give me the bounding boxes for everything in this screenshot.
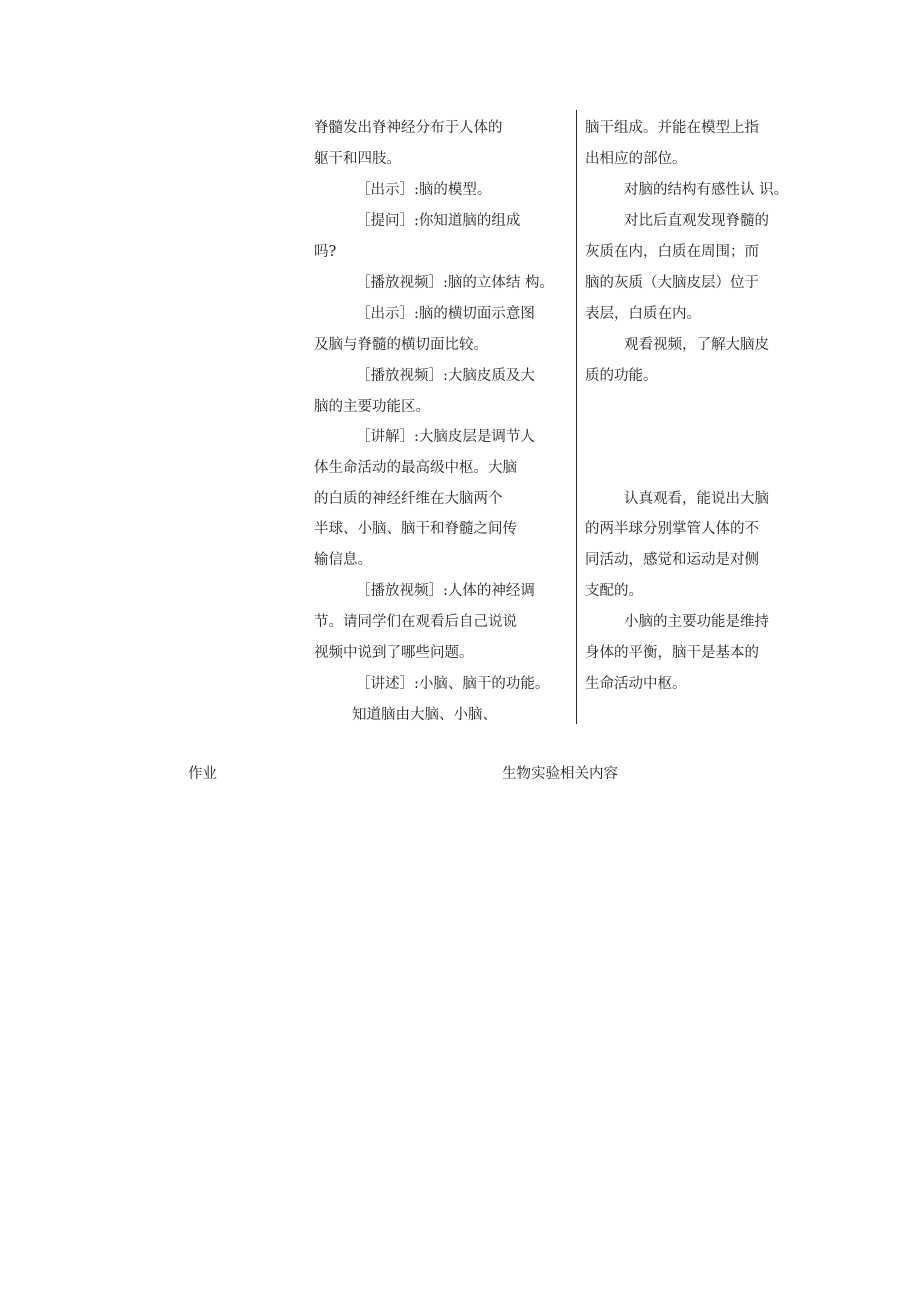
- left-line: 知道脑由大脑、小脑、: [352, 707, 497, 723]
- right-line: 质的功能。: [585, 368, 658, 384]
- right-line: 对脑的结构有感性认 识。: [624, 182, 789, 198]
- left-line: 及脑与脊髓的横切面比较。: [314, 337, 488, 353]
- right-line: 脑干组成。并能在模型上指: [585, 120, 759, 136]
- left-line: 脑的主要功能区。: [314, 399, 430, 415]
- right-line: 灰质在内，白质在周围；而: [585, 244, 759, 260]
- homework-content: 生物实验相关内容: [502, 766, 618, 782]
- homework-label: 作业: [188, 766, 217, 782]
- right-line: 支配的。: [585, 583, 643, 599]
- right-line: 对比后直观发现脊髓的: [624, 213, 769, 229]
- left-line: 体生命活动的最高级中枢。大脑: [314, 460, 517, 476]
- left-line: 吗?: [314, 244, 337, 260]
- right-line: 生命活动中枢。: [585, 676, 687, 692]
- right-line: 的两半球分别掌管人体的不: [585, 521, 759, 537]
- left-line: 节。请同学们在观看后自己说说: [314, 614, 517, 630]
- right-line: 表层，白质在内。: [585, 306, 701, 322]
- left-line: ［出示］:脑的横切面示意图: [356, 306, 535, 322]
- left-line: 脊髓发出脊神经分布于人体的: [314, 120, 503, 136]
- right-line: 小脑的主要功能是维持: [624, 614, 769, 630]
- left-line: ［出示］:脑的模型。: [356, 182, 492, 198]
- left-line: 的白质的神经纤维在大脑两个: [314, 491, 503, 507]
- right-line: 身体的平衡，脑干是基本的: [585, 645, 759, 661]
- right-line: 认真观看，能说出大脑: [624, 491, 769, 507]
- right-line: 脑的灰质（大脑皮层）位于: [585, 275, 759, 291]
- left-line: ［播放视频］:人体的神经调: [356, 583, 535, 599]
- left-line: 半球、小脑、脑干和脊髓之间传: [314, 521, 517, 537]
- left-line: 视频中说到了哪些问题。: [314, 645, 474, 661]
- left-line: ［播放视频］:脑的立体结 构。: [356, 275, 554, 291]
- left-line: 输信息。: [314, 552, 372, 568]
- right-line: 出相应的部位。: [585, 151, 687, 167]
- left-line: 躯干和四肢。: [314, 151, 401, 167]
- column-divider: [576, 110, 577, 724]
- left-line: ［提问］:你知道脑的组成: [356, 213, 521, 229]
- left-line: ［讲述］:小脑、脑干的功能。: [356, 676, 550, 692]
- left-line: ［讲解］:大脑皮层是调节人: [356, 429, 535, 445]
- right-line: 同活动，感觉和运动是对侧: [585, 552, 759, 568]
- left-line: ［播放视频］:大脑皮质及大: [356, 368, 535, 384]
- right-line: 观看视频，了解大脑皮: [624, 337, 769, 353]
